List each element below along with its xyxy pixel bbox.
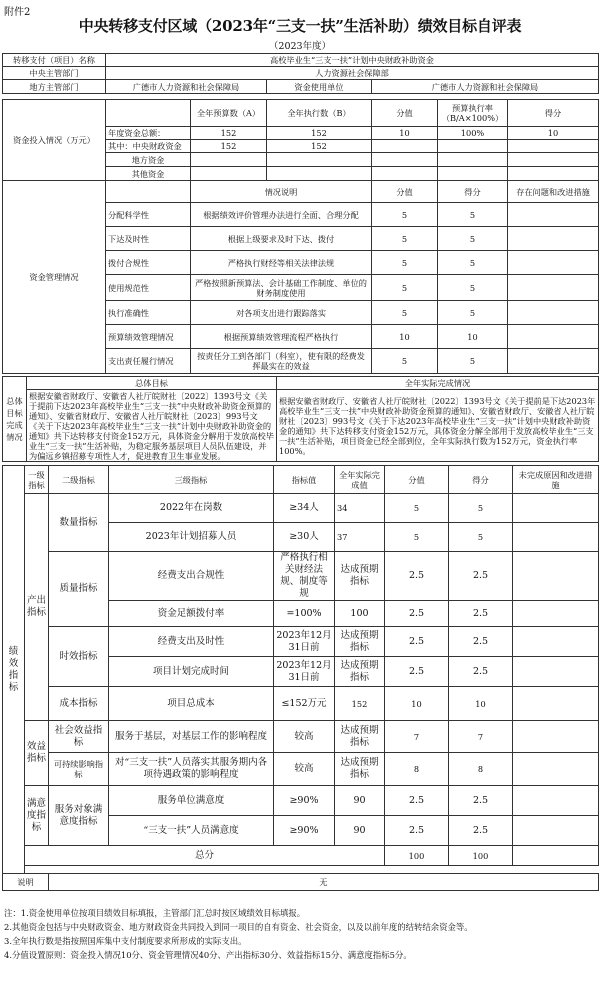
fund-row-rate xyxy=(438,140,508,153)
fund-input-blank xyxy=(106,100,191,127)
col-level1: 一级指标 xyxy=(25,466,49,494)
mgmt-desc: 根据绩效评价管理办法进行全面、合理分配 xyxy=(191,203,372,227)
col-level3: 三级指标 xyxy=(109,466,274,494)
fund-mgmt-label: 资金管理情况 xyxy=(3,181,106,374)
self-evaluation-table-top xyxy=(2,53,599,374)
effect-indicator-label: 效益指标 xyxy=(25,721,49,786)
mgmt-issue xyxy=(508,251,599,275)
quality-indicator-label: 质量指标 xyxy=(49,552,109,627)
mgmt-issue xyxy=(508,203,599,227)
indicator-actual: 100 xyxy=(335,601,385,627)
fund-row-budget: 152 xyxy=(191,140,267,153)
fund-input-label: 资金投入情况（万元） xyxy=(3,100,106,181)
indicator-actual: 37 xyxy=(335,523,385,552)
fund-row-got xyxy=(508,167,599,181)
footnote: 2.其他资金包括与中央财政资金、地方财政资金共同投入到同一项目的自有资金、社会资金，以及以前年度的结转结余资金等。 xyxy=(4,922,473,932)
fund-row-score xyxy=(372,167,438,181)
indicator-name: “三支一扶”人员满意度 xyxy=(109,816,274,846)
col-exec: 全年执行数（B） xyxy=(267,100,372,127)
indicator-reason xyxy=(513,601,599,627)
project-name-value: 高校毕业生“三支一扶”计划中央财政补助资金 xyxy=(106,54,599,67)
indicator-name: 资金足额拨付率 xyxy=(109,601,274,627)
fund-row-score xyxy=(372,153,438,167)
mgmt-desc: 对各项支出进行跟踪落实 xyxy=(191,301,372,325)
fund-row-got: 10 xyxy=(508,127,599,140)
indicator-reason xyxy=(513,523,599,552)
fund-row-score: 10 xyxy=(372,127,438,140)
fund-row-exec xyxy=(267,167,372,181)
overall-goals-label: 总体目标完成情况 xyxy=(3,377,27,462)
fund-row-label: 其他资金 xyxy=(106,167,191,181)
mgmt-got: 5 xyxy=(438,203,508,227)
mgmt-issue xyxy=(508,227,599,251)
overall-goals-table xyxy=(2,376,599,462)
fund-row-exec xyxy=(267,153,372,167)
indicator-score: 2.5 xyxy=(385,657,449,687)
indicator-score: 5 xyxy=(385,523,449,552)
mgmt-got: 5 xyxy=(438,301,508,325)
mgmt-score: 5 xyxy=(372,301,438,325)
cost-indicator-label: 成本指标 xyxy=(49,687,109,721)
indicator-actual: 达成预期指标 xyxy=(335,721,385,753)
fund-row-rate xyxy=(438,167,508,181)
mgmt-desc: 按责任分工到各部门（科室），使有限的经费发挥最实在的效益 xyxy=(191,349,372,374)
performance-indicators-table xyxy=(2,465,599,891)
mgmt-got: 10 xyxy=(438,325,508,349)
fund-row-score xyxy=(372,140,438,153)
year-subtitle: （2023年度） xyxy=(268,41,332,52)
project-name-label: 转移支付（项目）名称 xyxy=(3,54,106,67)
overall-goal-text: 根据安徽省财政厅、安徽省人社厅皖财社〔2022〕1393号文《关于提前下达2023年高校毕业生“三支一扶”中央财政补助资金预算的通知》、安徽省财政厅、安徽省人社厅皖财社〔2023〕993号文《关于下达2023年高校毕业生“三支一扶”计划中央财政补助资金的通知》共下达转移支付资金152万元，具体资金分解用于发放高校毕业生“三支一扶”生活补贴，为稳定服务基层项目人员队伍建设，并为偏远乡镇招募专项性人才，促进教育卫生事业发展。 xyxy=(27,390,277,462)
indicator-name: 经费支出合规性 xyxy=(109,552,274,601)
indicator-target: 较高 xyxy=(274,721,335,753)
indicator-name: 2023年计划招募人员 xyxy=(109,523,274,552)
indicator-got: 2.5 xyxy=(449,657,513,687)
indicator-got: 2.5 xyxy=(449,627,513,657)
indicator-score: 2.5 xyxy=(385,786,449,816)
quantity-indicator-label: 数量指标 xyxy=(49,494,109,552)
indicator-target: =100% xyxy=(274,601,335,627)
col-actual: 全年实际完成值 xyxy=(335,466,385,494)
indicator-reason xyxy=(513,627,599,657)
indicator-target: 较高 xyxy=(274,753,335,786)
indicator-target: 2023年12月31日前 xyxy=(274,627,335,657)
fund-unit-label: 资金使用单位 xyxy=(267,80,372,94)
fund-row-label: 其中：中央财政资金 xyxy=(106,140,191,153)
total-label: 总分 xyxy=(25,846,385,866)
footnote: 4.分值设置原则：资金投入情况10分、资金管理情况40分、产出指标30分、效益指标15分、满意度指标5分。 xyxy=(4,950,412,960)
mgmt-issue xyxy=(508,275,599,301)
indicator-target: ≤152万元 xyxy=(274,687,335,721)
mgmt-item: 使用规范性 xyxy=(106,275,191,301)
satisfaction-indicator-label: 满意度指标 xyxy=(25,786,49,846)
mgmt-item: 分配科学性 xyxy=(106,203,191,227)
fund-row-label: 地方资金 xyxy=(106,153,191,167)
indicator-actual: 34 xyxy=(335,494,385,523)
local-dept-label: 地方主管部门 xyxy=(3,80,106,94)
central-dept-value: 人力资源社会保障部 xyxy=(106,67,599,80)
indicator-reason xyxy=(513,494,599,523)
indicator-actual: 达成预期指标 xyxy=(335,753,385,786)
mgmt-got: 5 xyxy=(438,275,508,301)
mgmt-got: 5 xyxy=(438,251,508,275)
indicator-reason xyxy=(513,657,599,687)
indicator-score: 2.5 xyxy=(385,601,449,627)
col-score: 分值 xyxy=(372,100,438,127)
fund-row-got xyxy=(508,140,599,153)
timeliness-indicator-label: 时效指标 xyxy=(49,627,109,687)
central-dept-label: 中央主管部门 xyxy=(3,67,106,80)
indicator-reason xyxy=(513,721,599,753)
indicator-actual: 达成预期指标 xyxy=(335,627,385,657)
mgmt-score: 5 xyxy=(372,251,438,275)
mgmt-item: 预算绩效管理情况 xyxy=(106,325,191,349)
indicator-got: 2.5 xyxy=(449,601,513,627)
indicator-reason xyxy=(513,552,599,601)
indicator-target: ≥30人 xyxy=(274,523,335,552)
mgmt-got: 5 xyxy=(438,227,508,251)
mgmt-item: 下达及时性 xyxy=(106,227,191,251)
fund-row-budget xyxy=(191,167,267,181)
indicator-score: 7 xyxy=(385,721,449,753)
mgmt-issue xyxy=(508,349,599,374)
output-indicator-label: 产出指标 xyxy=(25,494,49,721)
mgmt-item: 拨付合规性 xyxy=(106,251,191,275)
social-indicator-label: 社会效益指标 xyxy=(49,721,109,753)
indicator-actual: 152 xyxy=(335,687,385,721)
indicator-got: 2.5 xyxy=(449,786,513,816)
fund-row-rate: 100% xyxy=(438,127,508,140)
indicator-got: 2.5 xyxy=(449,552,513,601)
mgmt-item: 支出责任履行情况 xyxy=(106,349,191,374)
perf-section-label: 绩效指标 xyxy=(3,466,25,874)
indicator-target: ≥90% xyxy=(274,816,335,846)
total-score: 100 xyxy=(385,846,449,866)
indicator-actual: 90 xyxy=(335,786,385,816)
remark-value: 无 xyxy=(49,874,599,891)
mgmt-blank xyxy=(106,181,191,203)
indicator-got: 7 xyxy=(449,721,513,753)
col-target: 指标值 xyxy=(274,466,335,494)
indicator-actual: 达成预期指标 xyxy=(335,552,385,601)
col-budget: 全年预算数（A） xyxy=(191,100,267,127)
total-got: 100 xyxy=(449,846,513,866)
col-reason: 未完成原因和改进措施 xyxy=(513,466,599,494)
indicator-got: 2.5 xyxy=(449,816,513,846)
indicator-name: 2022年在岗数 xyxy=(109,494,274,523)
mgmt-desc: 严格按照新预算法、会计基础工作制度、单位的财务制度使用 xyxy=(191,275,372,301)
mgmt-score: 5 xyxy=(372,203,438,227)
col-desc: 情况说明 xyxy=(191,181,372,203)
indicator-got: 10 xyxy=(449,687,513,721)
fund-row-budget: 152 xyxy=(191,127,267,140)
total-reason xyxy=(513,846,599,866)
indicator-target: 2023年12月31日前 xyxy=(274,657,335,687)
footnotes xyxy=(4,906,598,962)
indicator-reason xyxy=(513,786,599,816)
page-title: 中央转移支付区域（2023年“三支一扶”生活补助）绩效目标自评表 xyxy=(78,17,522,35)
col-score: 分值 xyxy=(385,466,449,494)
service-satisfaction-label: 服务对象满意度指标 xyxy=(49,786,109,846)
fund-unit-value: 广德市人力资源和社会保障局 xyxy=(372,80,599,94)
indicator-target: ≥90% xyxy=(274,786,335,816)
indicator-score: 10 xyxy=(385,687,449,721)
indicator-name: 服务单位满意度 xyxy=(109,786,274,816)
indicator-reason xyxy=(513,753,599,786)
fund-row-exec: 152 xyxy=(267,127,372,140)
indicator-actual: 达成预期指标 xyxy=(335,657,385,687)
indicator-got: 8 xyxy=(449,753,513,786)
indicator-score: 2.5 xyxy=(385,552,449,601)
mgmt-got: 5 xyxy=(438,349,508,374)
col-level2: 二级指标 xyxy=(49,466,109,494)
mgmt-issue xyxy=(508,301,599,325)
col-got: 得分 xyxy=(449,466,513,494)
col-score: 分值 xyxy=(372,181,438,203)
fund-row-got xyxy=(508,153,599,167)
indicator-name: 项目总成本 xyxy=(109,687,274,721)
col-got: 得分 xyxy=(438,181,508,203)
indicator-reason xyxy=(513,687,599,721)
sustain-indicator-label: 可持续影响指标 xyxy=(49,753,109,786)
remark-label: 说明 xyxy=(3,874,49,891)
mgmt-score: 5 xyxy=(372,349,438,374)
indicator-reason xyxy=(513,816,599,846)
mgmt-desc: 严格执行财经等相关法律法规 xyxy=(191,251,372,275)
mgmt-item: 执行准确性 xyxy=(106,301,191,325)
mgmt-desc: 根据上级要求及时下达、拨付 xyxy=(191,227,372,251)
indicator-score: 5 xyxy=(385,494,449,523)
indicator-target: ≥34人 xyxy=(274,494,335,523)
col-rate: 预算执行率（B/A×100%） xyxy=(438,100,508,127)
fund-row-budget xyxy=(191,153,267,167)
indicator-score: 2.5 xyxy=(385,816,449,846)
indicator-score: 8 xyxy=(385,753,449,786)
indicator-name: 服务于基层，对基层工作的影响程度 xyxy=(109,721,274,753)
mgmt-score: 5 xyxy=(372,275,438,301)
actual-completion-text: 根据安徽省财政厅、安徽省人社厅皖财社〔2022〕1393号文《关于提前是下达2023年高校毕业生“三支一扶”中央财政补助资金预算的通知》、安徽省财政厅、安徽省人社厅皖财社〔2023〕993号文《关于下达2023年高校毕业生“三支一扶”计划中央财政补助资金的通知》共下达转移支付资金152万元，具体资金分解全部用于发放高校毕业生“三支一扶”生活补贴，项目资金已经全部到位，全年实际执行数为152万元，资金执行率100%。 xyxy=(277,390,599,462)
fund-row-exec: 152 xyxy=(267,140,372,153)
footnote: 3.全年执行数是指按照国库集中支付制度要求所形成的实际支出。 xyxy=(4,936,247,946)
local-dept-value: 广德市人力资源和社会保障局 xyxy=(106,80,267,94)
indicator-actual: 90 xyxy=(335,816,385,846)
indicator-target: 严格执行相关财经法规、制度等规 xyxy=(274,552,335,601)
mgmt-score: 10 xyxy=(372,325,438,349)
annex-label: 附件2 xyxy=(4,7,31,18)
overall-goal-header: 总体目标 xyxy=(27,377,277,390)
mgmt-desc: 根据预算绩效管理流程严格执行 xyxy=(191,325,372,349)
fund-row-rate xyxy=(438,153,508,167)
mgmt-score: 5 xyxy=(372,227,438,251)
spacer xyxy=(25,866,599,874)
indicator-name: 项目计划完成时间 xyxy=(109,657,274,687)
indicator-got: 5 xyxy=(449,494,513,523)
mgmt-issue xyxy=(508,325,599,349)
indicator-name: 对“三支一扶”人员落实其服务期内各项待遇政策的影响程度 xyxy=(109,753,274,786)
col-got: 得分 xyxy=(508,100,599,127)
indicator-got: 5 xyxy=(449,523,513,552)
fund-row-label: 年度资金总额： xyxy=(106,127,191,140)
indicator-score: 2.5 xyxy=(385,627,449,657)
footnote: 注：1.资金使用单位按项目绩效目标填报，主管部门汇总时按区域绩效目标填报。 xyxy=(4,908,306,918)
indicator-name: 经费支出及时性 xyxy=(109,627,274,657)
col-issues: 存在问题和改进措施 xyxy=(508,181,599,203)
actual-completion-header: 全年实际完成情况 xyxy=(277,377,599,390)
